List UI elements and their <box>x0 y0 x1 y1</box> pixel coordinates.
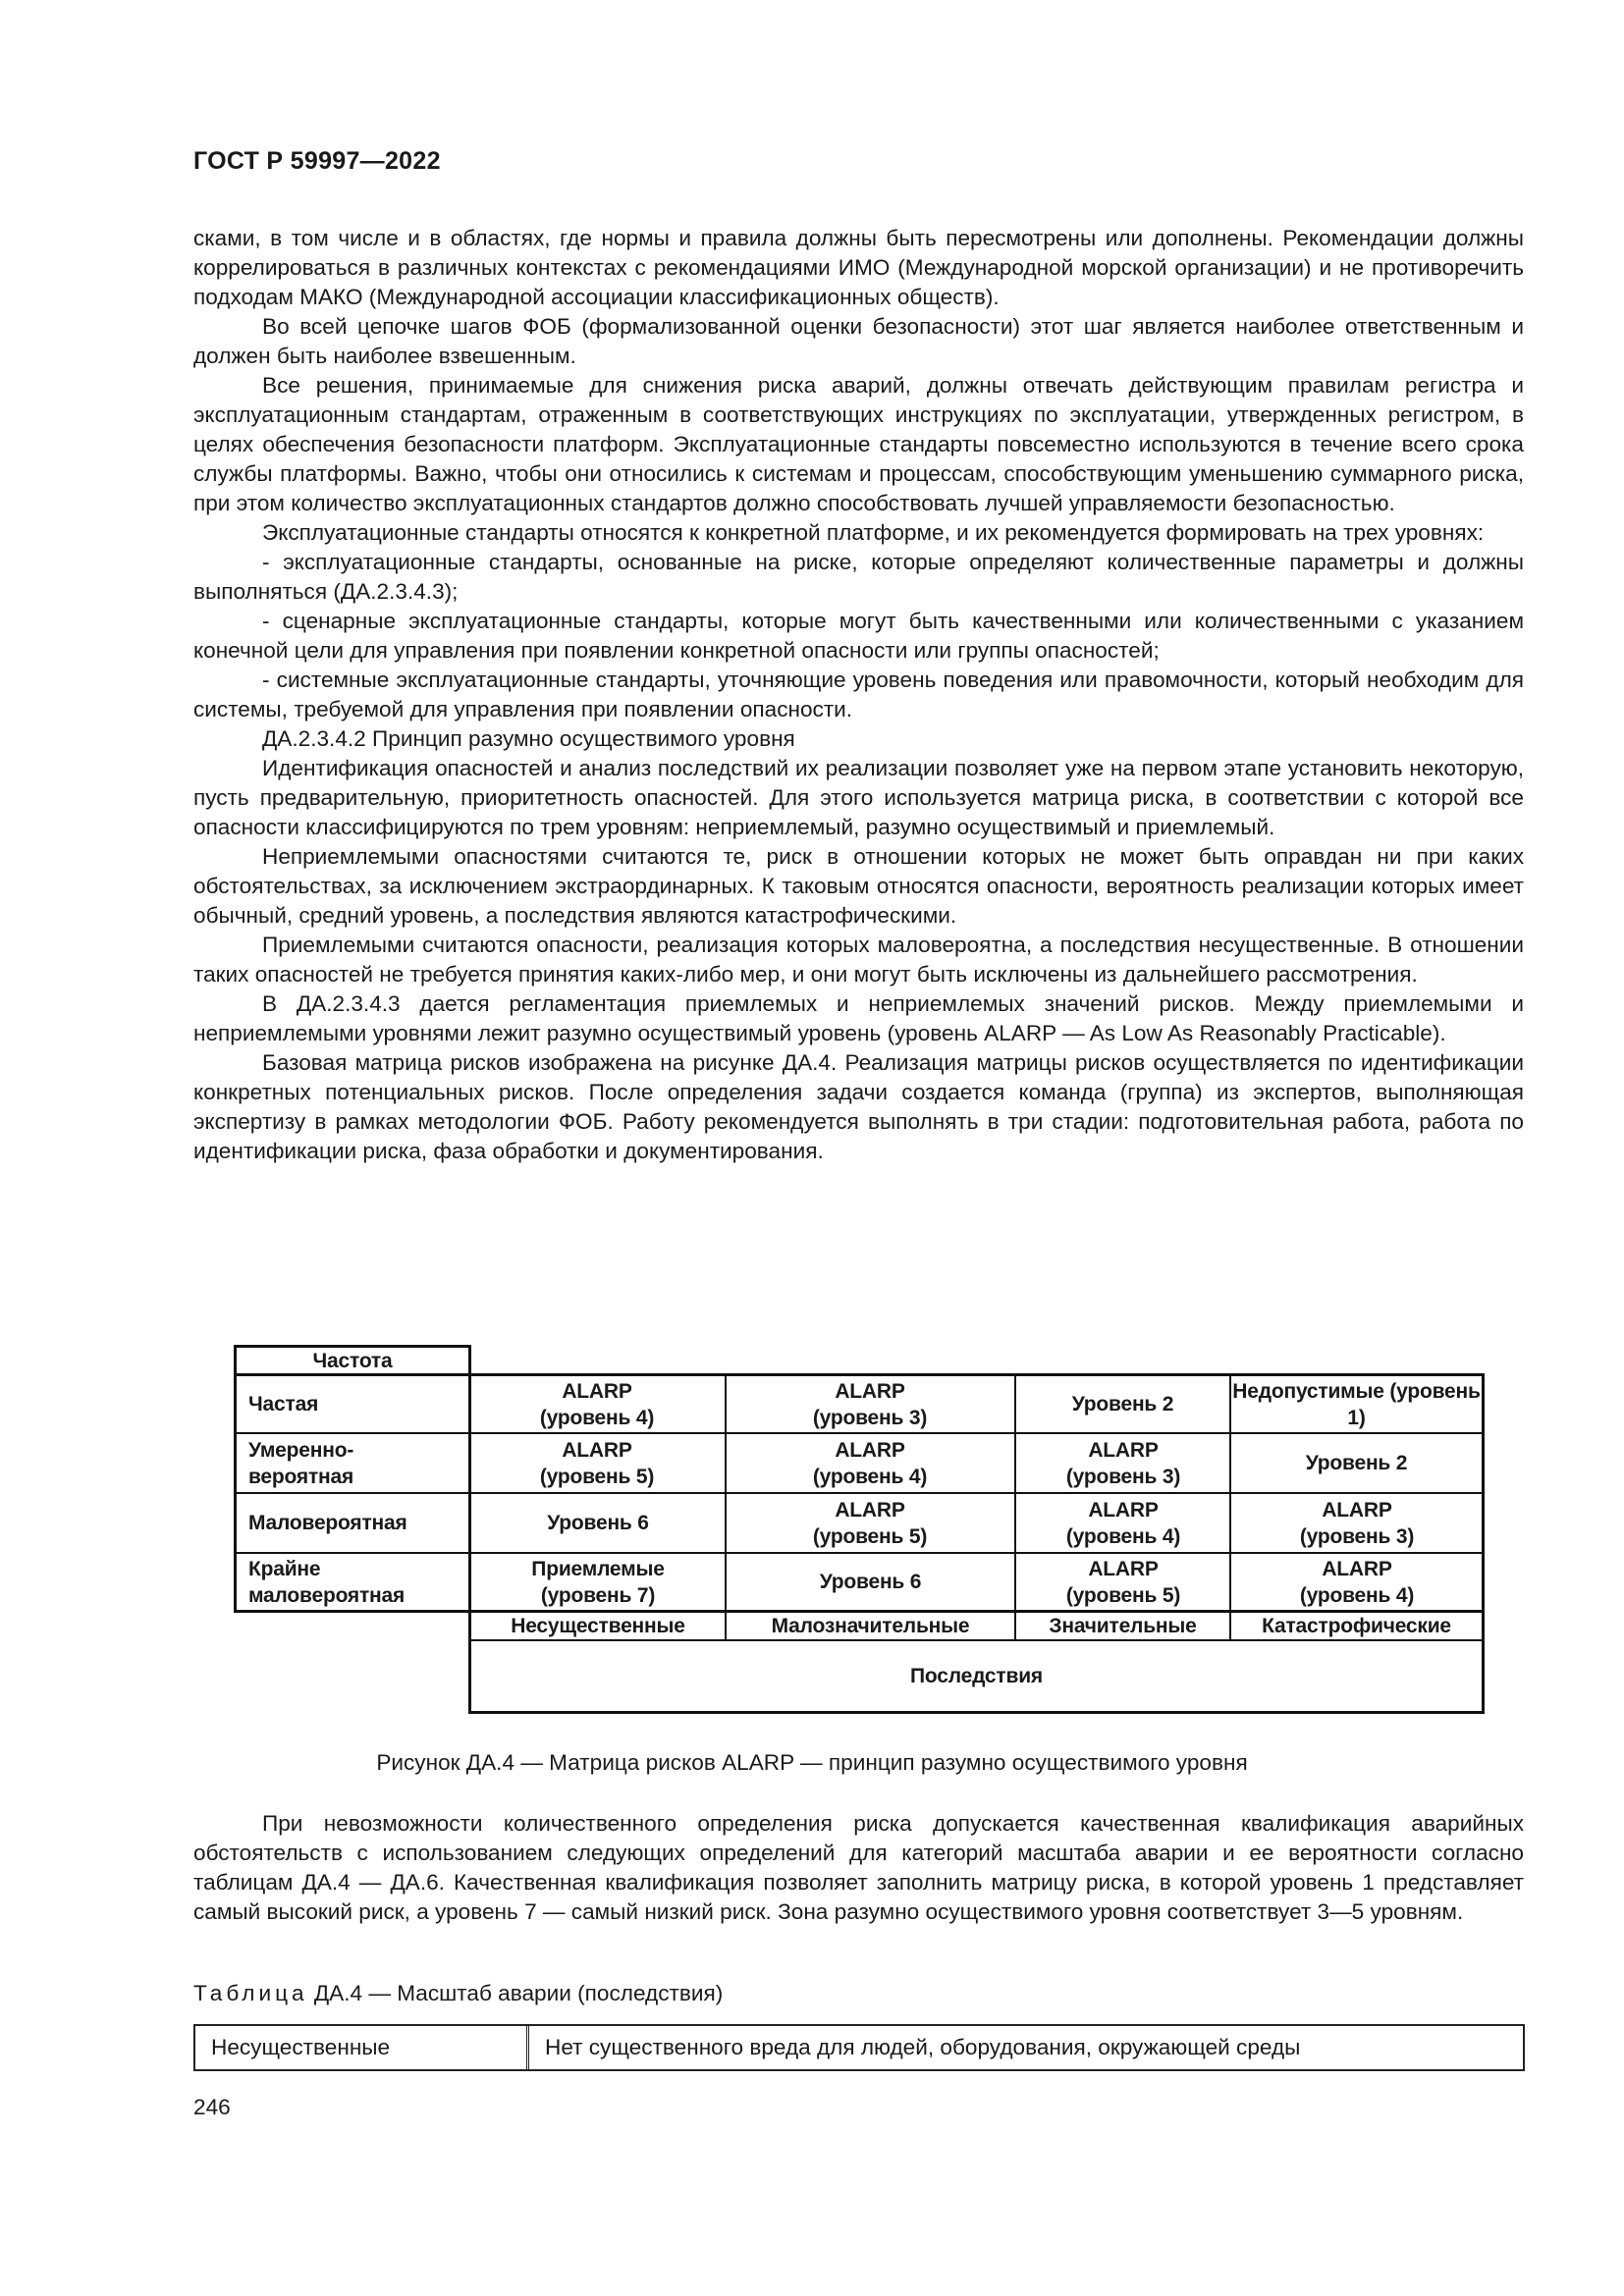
row-label: Умеренно-вероятная <box>248 1438 354 1488</box>
matrix-cell: ALARP (уровень 5) <box>539 1438 655 1488</box>
column-label: Малозначительные <box>771 1615 970 1637</box>
paragraph: В ДА.2.3.4.3 дается регламентация приемлемых и неприемлемых значений рисков. Между приемлемыми и неприемлемыми уровнями лежит разумно осуществимый уровень (уровень ALARP — As Low As Reasonably Practicable). <box>193 991 1524 1045</box>
matrix-cell: Приемлемые (уровень 7) <box>531 1557 665 1607</box>
matrix-cell: Уровень 6 <box>547 1512 649 1534</box>
row-label: Крайне маловероятная <box>248 1557 406 1607</box>
table-title <box>193 1981 723 2006</box>
page-header: ГОСТ Р 59997—2022 <box>193 147 441 175</box>
column-label: Несущественные <box>511 1615 685 1637</box>
column-label: Катастрофические <box>1262 1615 1451 1637</box>
page-number: 246 <box>193 2095 231 2119</box>
paragraph: Приемлемыми считаются опасности, реализация которых маловероятна, а последствия несущественные. В отношении таких опасностей не требуется принятия каких-либо мер, и они могут быть исключены из дальнейшего рассмотрения. <box>193 933 1524 987</box>
paragraph: Идентификация опасностей и анализ последствий их реализации позволяет уже на первом этапе установить некоторую, пусть предварительную, приоритетность опасностей. Для этого используется матрица риска, в соответствии с которой все опасности классифицируются по трем уровням: неприемлемый, разумно осуществимый и приемлемый. <box>193 756 1524 839</box>
risk-matrix <box>234 1345 1485 1714</box>
table-word: Таблица <box>193 1981 308 2005</box>
matrix-cell: ALARP (уровень 4) <box>539 1379 655 1429</box>
table-divider <box>526 2026 529 2069</box>
paragraph: При невозможности количественного определения риска допускается качественная квалификация аварийных обстоятельств с использованием следующих определений для категорий масштаба аварии и ее вероятности согласно таблицам ДА.4 — ДА.6. Качественная квалификация позволяет заполнить матрицу риска, в которой уровень 1 представляет самый высокий риск, а уровень 7 — самый низкий риск. Зона разумно осуществимого уровня соответствует 3—5 уровням. <box>193 1811 1524 1924</box>
list-item: - сценарные эксплуатационные стандарты, которые могут быть качественными или количественными с указанием конечной цели для управления при появлении конкретной опасности или группы опасностей; <box>193 609 1524 663</box>
list-item: - системные эксплуатационные стандарты, уточняющие уровень поведения или правомочности, который необходим для системы, требуемой для управления при появлении опасности. <box>193 667 1524 721</box>
table-term: Несущественные <box>211 2035 391 2059</box>
matrix-cell: Недопустимые (уровень 1) <box>1232 1379 1481 1429</box>
figure-caption: Рисунок ДА.4 — Матрица рисков ALARP — принцип разумно осуществимого уровня <box>376 1750 1248 1775</box>
row-label: Частая <box>248 1393 319 1415</box>
matrix-cell: ALARP (уровень 4) <box>1299 1557 1415 1607</box>
row-label: Маловероятная <box>248 1512 407 1534</box>
column-label: Значительные <box>1049 1615 1197 1637</box>
matrix-cell: ALARP (уровень 5) <box>1065 1557 1181 1607</box>
table-title-text: ДА.4 — Масштаб аварии (последствия) <box>313 1981 724 2005</box>
consequences-header: Последствия <box>910 1665 1043 1687</box>
consequence-table <box>193 2024 1525 2071</box>
matrix-cell: ALARP (уровень 3) <box>1299 1498 1415 1548</box>
matrix-cell: ALARP (уровень 5) <box>812 1498 928 1548</box>
list-item: - эксплуатационные стандарты, основанные на риске, которые определяют количественные параметры и должны выполняться (ДА.2.3.4.3); <box>193 550 1524 604</box>
body-text <box>193 224 1524 1166</box>
matrix-cell: ALARP (уровень 3) <box>812 1379 928 1429</box>
paragraph: Неприемлемыми опасностями считаются те, риск в отношении которых не может быть оправдан ни при каких обстоятельствах, за исключением экстраординарных. К таковым относятся опасности, вероятность реализации которых имеет обычный, средний уровень, а последствия являются катастрофическими. <box>193 844 1524 928</box>
matrix-cell: Уровень 6 <box>819 1571 922 1593</box>
matrix-cell: Уровень 2 <box>1305 1452 1408 1474</box>
matrix-cell: ALARP (уровень 3) <box>1065 1438 1181 1488</box>
paragraph: Эксплуатационные стандарты относятся к конкретной платформе, и их рекомендуется формировать на трех уровнях: <box>262 520 1485 545</box>
paragraph: Все решения, принимаемые для снижения риска аварий, должны отвечать действующим правилам регистра и эксплуатационным стандартам, отраженным в соответствующих инструкциях по эксплуатации, утвержденных регистром, в целях обеспечения безопасности платформ. Эксплуатационные стандарты повсеместно используются в течение всего срока службы платформы. Важно, чтобы они относились к системам и процессам, способствующим уменьшению суммарного риска, при этом количество эксплуатационных стандартов должно способствовать лучшей управляемости безопасностью. <box>193 373 1524 515</box>
paragraph: Базовая матрица рисков изображена на рисунке ДА.4. Реализация матрицы рисков осуществляется по идентификации конкретных потенциальных рисков. После определения задачи создается команда (группа) из экспертов, выполняющая экспертизу в рамках методологии ФОБ. Работу рекомендуется выполнять в три стадии: подготовительная работа, работа по идентификации риска, фаза обработки и документирования. <box>193 1050 1524 1163</box>
matrix-cell: ALARP (уровень 4) <box>1065 1498 1181 1548</box>
matrix-cell: Уровень 2 <box>1071 1393 1174 1415</box>
section-heading: ДА.2.3.4.2 Принцип разумно осуществимого уровня <box>262 726 795 751</box>
table-definition: Нет существенного вреда для людей, оборудования, окружающей среды <box>545 2035 1301 2059</box>
paragraph: сками, в том числе и в областях, где нормы и правила должны быть пересмотрены или дополнены. Рекомендации должны коррелироваться в различных контекстах с рекомендациями ИМО (Международной морской организации) и не противоречить подходам МАКО (Международной ассоциации классификационных обществ). <box>193 226 1524 309</box>
body-text-lower <box>193 1809 1524 1927</box>
frequency-header: Частота <box>312 1349 393 1372</box>
paragraph: Во всей цепочке шагов ФОБ (формализованной оценки безопасности) этот шаг является наиболее ответственным и должен быть наиболее взвешенным. <box>193 314 1524 368</box>
matrix-cell: ALARP (уровень 4) <box>812 1438 928 1488</box>
